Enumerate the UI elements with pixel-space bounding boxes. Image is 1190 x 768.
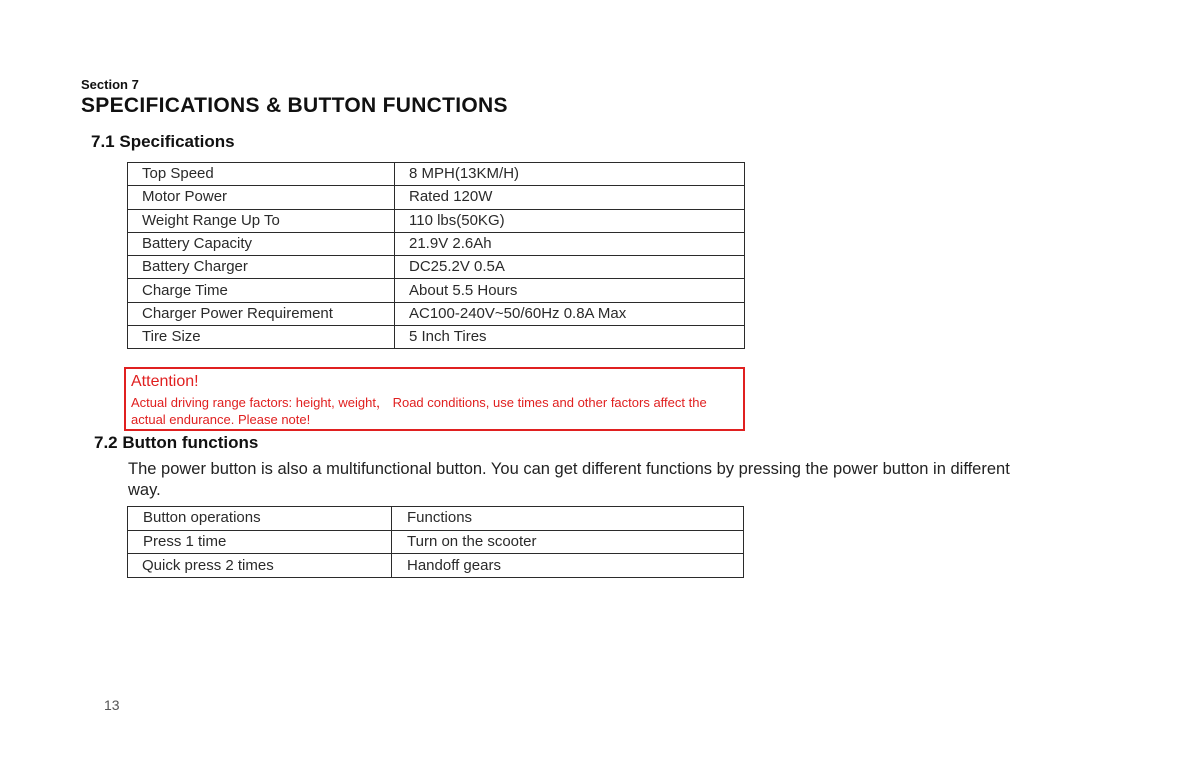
spec-value: DC25.2V 0.5A — [395, 256, 745, 279]
section-label: Section 7 — [81, 77, 139, 92]
attention-body: Actual driving range factors: height, weight， Road conditions, use times and other factors affect the actual endurance. Please note! — [131, 395, 707, 427]
spec-key: Motor Power — [128, 186, 395, 209]
table-row — [128, 530, 744, 554]
spec-value: 5 Inch Tires — [395, 326, 745, 349]
spec-value: 8 MPH(13KM/H) — [395, 163, 745, 186]
button-functions-intro: The power button is also a multifunctional button. You can get different functions by pressing the power button in different way. — [128, 460, 1010, 499]
table-row — [128, 279, 745, 302]
spec-value: AC100-240V~50/60Hz 0.8A Max — [395, 302, 745, 325]
column-header-operation: Button operations — [128, 507, 392, 531]
table-row — [128, 256, 745, 279]
spec-key: Charge Time — [128, 279, 395, 302]
table-row — [128, 554, 744, 578]
page-number: 13 — [104, 697, 120, 713]
spec-key: Top Speed — [128, 163, 395, 186]
spec-key: Weight Range Up To — [128, 209, 395, 232]
table-row — [128, 232, 745, 255]
spec-key: Battery Capacity — [128, 232, 395, 255]
button-functions-table — [127, 506, 744, 578]
button-function: Handoff gears — [392, 554, 744, 578]
attention-box — [124, 367, 745, 431]
table-header-row — [128, 507, 744, 531]
button-operation: Quick press 2 times — [128, 554, 392, 578]
specifications-heading: 7.1 Specifications — [91, 132, 235, 151]
attention-title: Attention! — [131, 373, 199, 390]
column-header-function: Functions — [392, 507, 744, 531]
table-row — [128, 209, 745, 232]
button-function: Turn on the scooter — [392, 530, 744, 554]
spec-value: About 5.5 Hours — [395, 279, 745, 302]
table-row — [128, 302, 745, 325]
spec-value: 110 lbs(50KG) — [395, 209, 745, 232]
table-row — [128, 163, 745, 186]
spec-value: 21.9V 2.6Ah — [395, 232, 745, 255]
spec-key: Tire Size — [128, 326, 395, 349]
page-title: SPECIFICATIONS & BUTTON FUNCTIONS — [81, 94, 508, 117]
table-row — [128, 326, 745, 349]
table-row — [128, 186, 745, 209]
spec-key: Battery Charger — [128, 256, 395, 279]
spec-key: Charger Power Requirement — [128, 302, 395, 325]
spec-value: Rated 120W — [395, 186, 745, 209]
button-functions-heading: 7.2 Button functions — [94, 433, 259, 452]
specifications-table — [127, 162, 745, 349]
button-operation: Press 1 time — [128, 530, 392, 554]
